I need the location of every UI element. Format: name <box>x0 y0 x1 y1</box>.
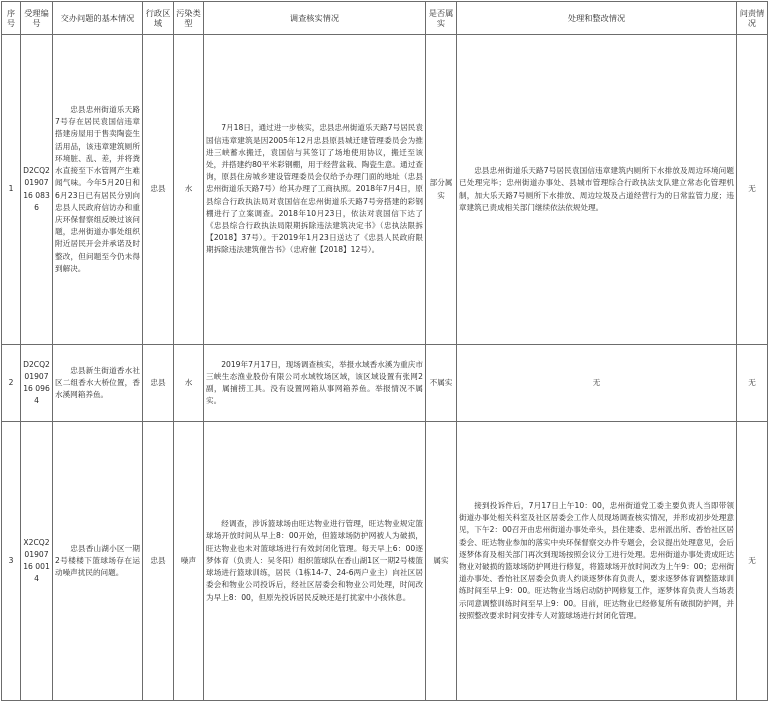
cell-issue: 忠县香山湖小区一期2号楼楼下篮球场存在运动噪声扰民的问题。 <box>53 422 143 701</box>
cell-verified: 部分属实 <box>426 35 457 345</box>
cell-pollution: 噪声 <box>174 422 204 701</box>
cell-verified: 不属实 <box>426 345 457 422</box>
cell-investigation: 2019年7月17日，现场调查核实，举报水域香水溪为重庆市三峡生态渔业股份有限公司水域牧场区域，该区域设置有张网2副，属捕捞工具。没有设置网箱从事网箱养鱼。举报情况不属实。 <box>204 345 426 422</box>
cell-investigation: 7月18日，通过进一步核实，忠县忠州街道乐天路7号居民袁国信违章建筑是因2005年12月忠县原县城迁建管理委员会为推进三峡蓄水搬迁，袁国信与其签订了场地使用协议，搬迁至该处，并搭建约80平米彩钢棚，用于经营盆栽、陶瓷生意。通过查询，原县住房城乡建设管理委员会仅给予办理门面的地址（忠县忠州街道乐天路7号）给其办理了工商执照。2018年7月4日，原县综合行政执法局对袁国信在忠州街道乐天路7号旁搭建的彩钢棚进行了立案调查。2018年10月23日，依法对袁国信下达了《忠县综合行政执法局限期拆除违法建筑决定书》（忠执法限拆【2018】37号）。于2019年1月23日送达了《忠县人民政府限期拆除违法建筑催告书》（忠府催【2018】12号）。 <box>204 35 426 345</box>
cell-verified: 属实 <box>426 422 457 701</box>
cell-region: 忠县 <box>143 422 174 701</box>
cell-seq: 2 <box>2 345 21 422</box>
table-row <box>2 35 768 345</box>
cell-id: D2CQ20190716 0836 <box>21 35 53 345</box>
cell-id: X2CQ20190716 0014 <box>21 422 53 701</box>
cell-handling: 无 <box>457 345 737 422</box>
table-row <box>2 422 768 701</box>
cell-seq: 3 <box>2 422 21 701</box>
cell-region: 忠县 <box>143 35 174 345</box>
header-accountability: 问责情况 <box>737 2 768 35</box>
cell-pollution: 水 <box>174 35 204 345</box>
header-verified: 是否属实 <box>426 2 457 35</box>
header-seq: 序号 <box>2 2 21 35</box>
cell-region: 忠县 <box>143 345 174 422</box>
header-region: 行政区域 <box>143 2 174 35</box>
cell-issue: 忠县忠州街道乐天路7号存在居民袁国信违章搭建房屋用于售卖陶瓷生活用品，该违章建筑厕所环境脏、乱、差，并将粪水直接至下水管网产生难闻气味。今年5月20日和6月23日已有居民分别向忠县人民政府信访办和重庆环保督察组反映过该问题，忠州街道办事处组织附近居民开会并承诺及时整改，但问题至今仍未得到解决。 <box>53 35 143 345</box>
header-id: 受理编号 <box>21 2 53 35</box>
cell-id: D2CQ20190716 0964 <box>21 345 53 422</box>
cell-pollution: 水 <box>174 345 204 422</box>
header-handling: 处理和整改情况 <box>457 2 737 35</box>
cell-seq: 1 <box>2 35 21 345</box>
cell-issue: 忠县新生街道香水社区二组香水大桥位置，香水溪网箱养鱼。 <box>53 345 143 422</box>
header-pollution: 污染类型 <box>174 2 204 35</box>
cell-handling: 忠县忠州街道乐天路7号居民袁国信违章建筑内厕所下水排放及周边环境问题已处理完毕；忠州街道办事处、县城市管理综合行政执法支队建立常态化管理机制，加大乐天路7号厕所下水排放、周边垃圾及占道经营行为的日常监管力度；违章建筑已责成相关部门继续依法依规处理。 <box>457 35 737 345</box>
header-investigation: 调查核实情况 <box>204 2 426 35</box>
cell-accountability: 无 <box>737 35 768 345</box>
cell-investigation: 经调查，涉诉篮球场由旺达物业进行管理，旺达物业规定篮球场开放时间从早上8：00开始，但篮球场防护网被人为破损，旺达物业也未对篮球场进行有效封闭化管理。每天早上6：00逐梦体育（负责人：吴冬阳）组织篮球队在香山湖1区一期2号楼篮球场进行篮球训练，居民（1栋14-7、24-6两户业主）向社区居委会和物业公司投诉后，经社区居委会和物业公司处理，时间改为早上8：00，但原先投诉居民反映还是打扰家中小孩休息。 <box>204 422 426 701</box>
cell-accountability: 无 <box>737 422 768 701</box>
complaint-table <box>1 1 768 701</box>
cell-handling: 接到投诉件后，7月17日上午10：00，忠州街道党工委主要负责人当即带领街道办事处相关科室及社区居委会工作人员现场调查核实情况，并形成初步处理意见，下午2：00召开由忠州街道办事处牵头，县住建委、忠州派出所、香怡社区居委会、旺达物业参加的落实中央环保督察交办件专题会，会议提出处理意见，会后逐梦体育及相关部门再次到现场按照会议分工进行处理。忠州街道办事处责成旺达物业对破损的篮球场防护网进行修复，将篮球场开放时间改为上午9：00；忠州街道办事处、香怡社区居委会负责人约谈逐梦体育负责人，要求逐梦体育调整篮球训练时间至早上9：00。旺达物业当场启动防护网修复工作，逐梦体育负责人当场表示同意调整训练时间至早上9：00。目前，旺达物业已经修复所有破损防护网，并按照整改要求时间安排专人对篮球场进行封闭化管理。 <box>457 422 737 701</box>
header-issue: 交办问题的基本情况 <box>53 2 143 35</box>
table-row <box>2 345 768 422</box>
header-row <box>2 2 768 35</box>
cell-accountability: 无 <box>737 345 768 422</box>
